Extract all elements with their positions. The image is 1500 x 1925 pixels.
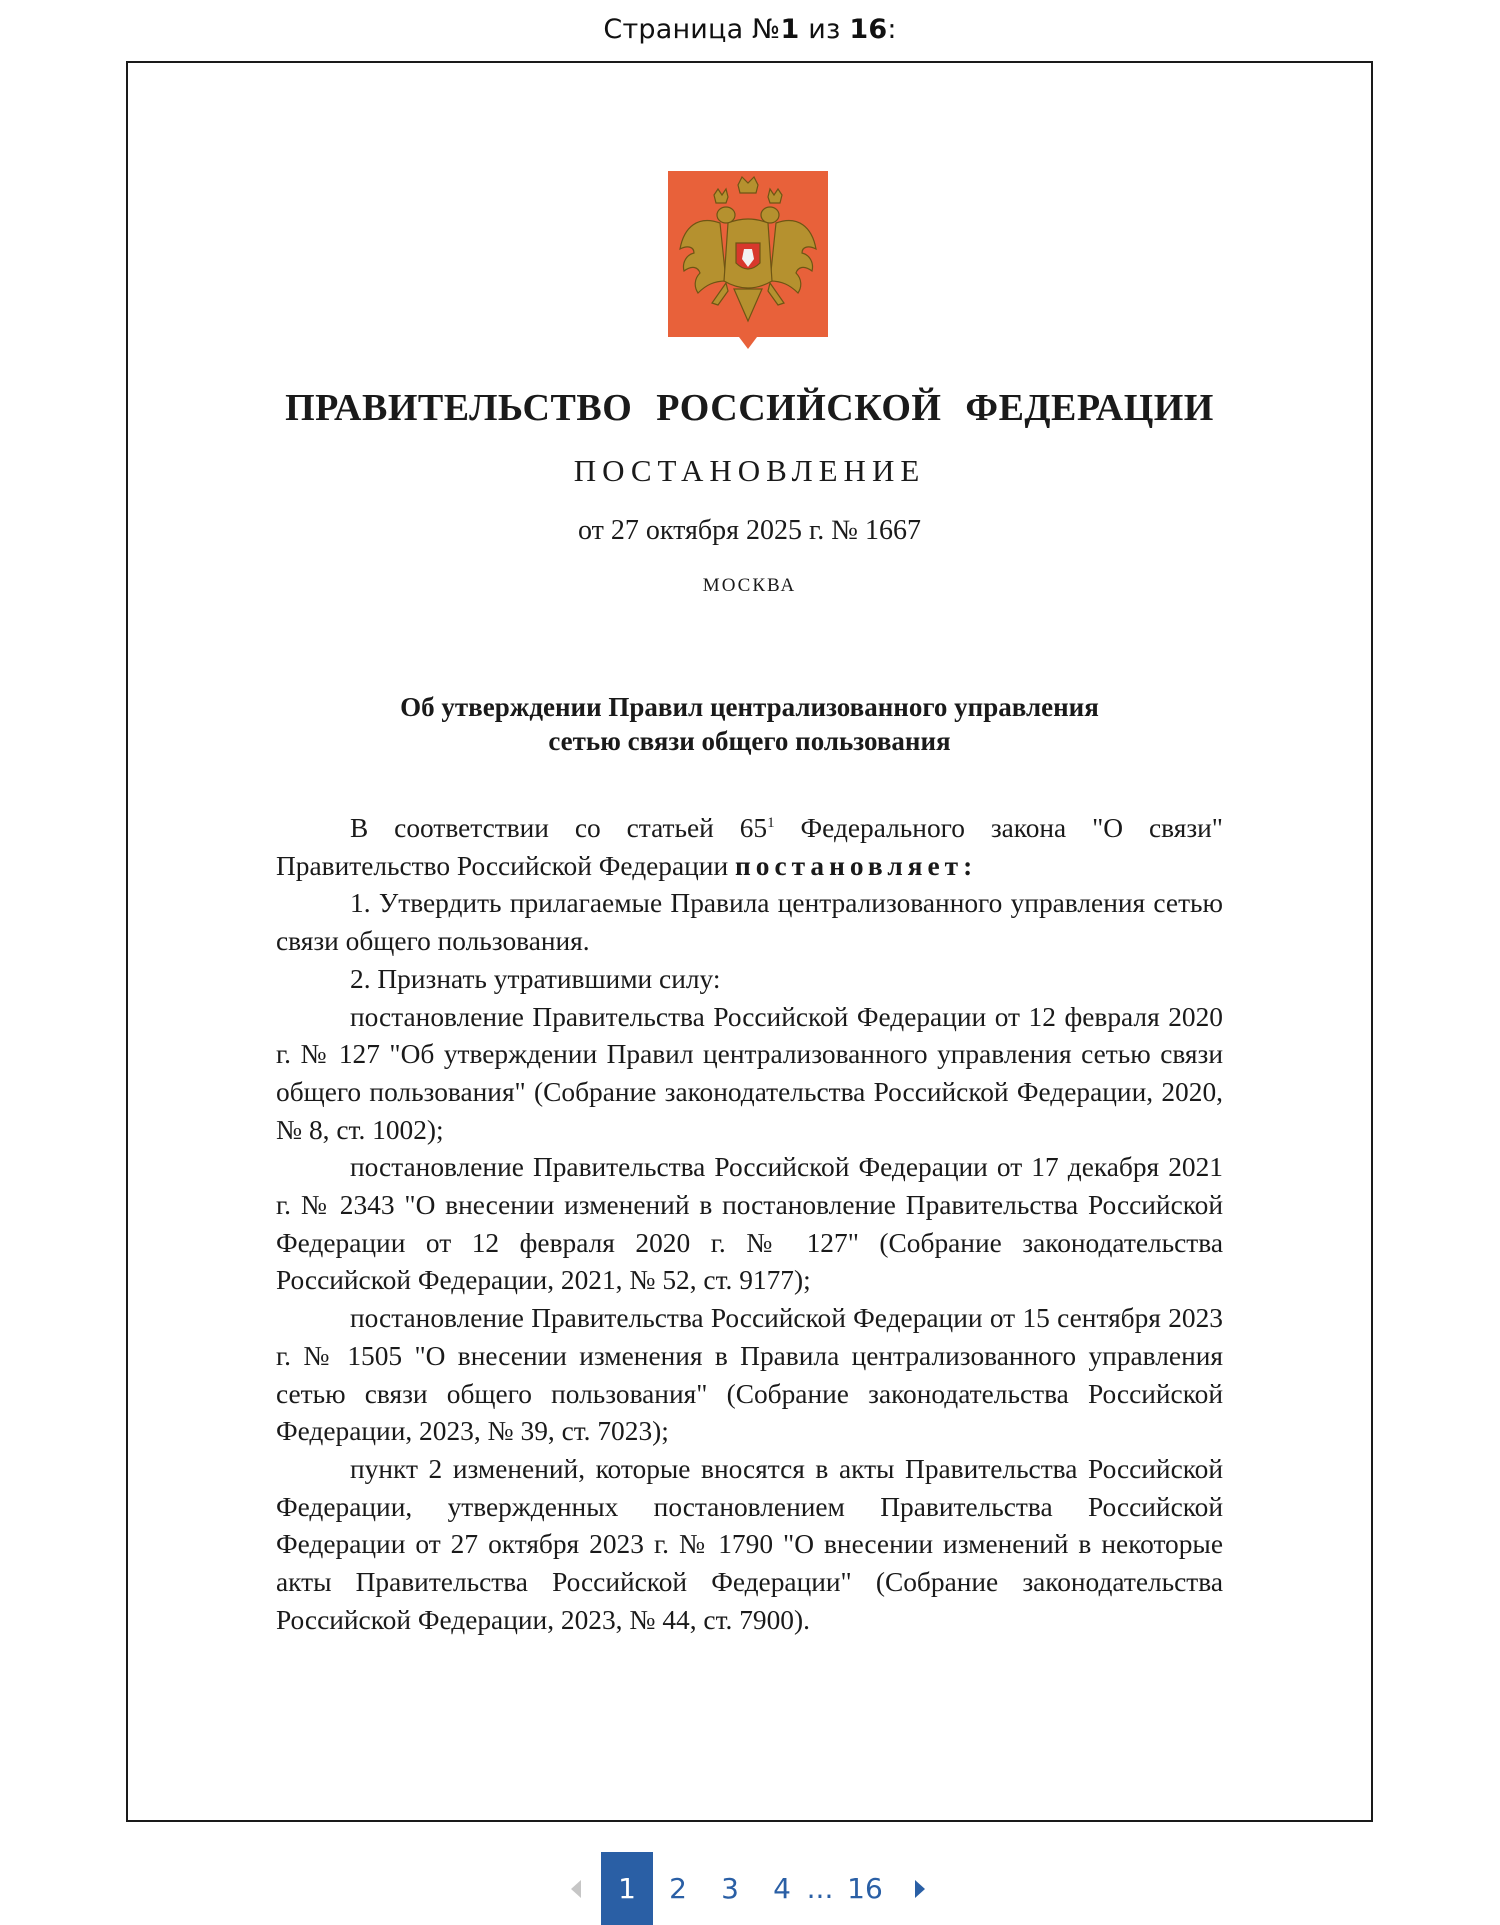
page-link-2[interactable]: 2 <box>669 1872 687 1905</box>
repealed-act-paragraph: постановление Правительства Российской Федерации от 12 февраля 2020 г. № 127 "Об утверждении Правил централизованного управления сетью связи общего пользования" (Собрание законодательства Российской Федерации, 2020, № 8, ст. 1002); <box>276 1001 1223 1145</box>
page-link-1[interactable]: 1 <box>601 1852 653 1925</box>
item-2-paragraph: 2. Признать утратившими силу: <box>350 963 721 994</box>
government-title: ПРАВИТЕЛЬСТВО РОССИЙСКОЙ ФЕДЕРАЦИИ <box>285 387 1214 429</box>
document-type: ПОСТАНОВЛЕНИЕ <box>573 453 926 488</box>
subject-line: Об утверждении Правил централизованного управления <box>400 692 1099 722</box>
repealed-act-paragraph: постановление Правительства Российской Федерации от 17 декабря 2021 г. № 2343 "О внесении изменений в постановление Правительства Российской Федерации от 12 февраля 2020 г. № 127" (Собрание законодательства Российской Федерации, 2021, № 52, ст. 9177); <box>276 1152 1223 1296</box>
page-indicator-current: 1 <box>780 14 800 45</box>
coat-of-arms-icon <box>668 171 828 351</box>
page-link-16[interactable]: 16 <box>847 1872 883 1905</box>
page-link-4[interactable]: 4 <box>773 1872 791 1905</box>
page-indicator-prefix: Страница № <box>603 14 781 45</box>
subject-line: сетью связи общего пользования <box>548 726 951 756</box>
item-1-paragraph: 1. Утвердить прилагаемые Правила централизованного управления сетью связи общего пользования. <box>276 888 1223 957</box>
page-indicator-suffix: : <box>887 14 897 45</box>
document-city: МОСКВА <box>702 575 797 596</box>
repealed-act-paragraph: постановление Правительства Российской Федерации от 15 сентября 2023 г. № 1505 "О внесении изменения в Правила централизованного управления сетью связи общего пользования" (Собрание законодательства Российской Федерации, 2023, № 39, ст. 7023); <box>276 1303 1223 1447</box>
triangle-right-icon[interactable] <box>910 1852 930 1925</box>
page-indicator-total: 16 <box>849 14 888 45</box>
document-date: от 27 октября 2025 г. № 1667 <box>577 515 921 546</box>
triangle-left-icon[interactable] <box>566 1852 586 1925</box>
document-body <box>276 810 1223 1639</box>
page-link-3[interactable]: 3 <box>721 1872 739 1905</box>
pagination-ellipsis: ... <box>806 1872 834 1905</box>
document-page <box>126 61 1373 1822</box>
repealed-act-paragraph: пункт 2 изменений, которые вносятся в акты Правительства Российской Федерации, утвержденных постановлением Правительства Российской Федерации от 27 октября 2023 г. № 1790 "О внесении изменений в некоторые акты Правительства Российской Федерации" (Собрание законодательства Российской Федерации, 2023, № 44, ст. 7900). <box>276 1453 1223 1635</box>
page-indicator-middle: из <box>799 14 850 45</box>
page-indicator <box>0 14 1500 45</box>
footnote-superscript: 1 <box>767 815 775 831</box>
pagination <box>0 1852 1500 1925</box>
document-subject <box>128 690 1371 758</box>
resolves-keyword: постановляет: <box>734 850 978 881</box>
intro-paragraph: В соответствии со статьей $65^1$ Федерального закона "О связи" Правительство Российской Федерации постановляет: <box>276 813 1223 881</box>
